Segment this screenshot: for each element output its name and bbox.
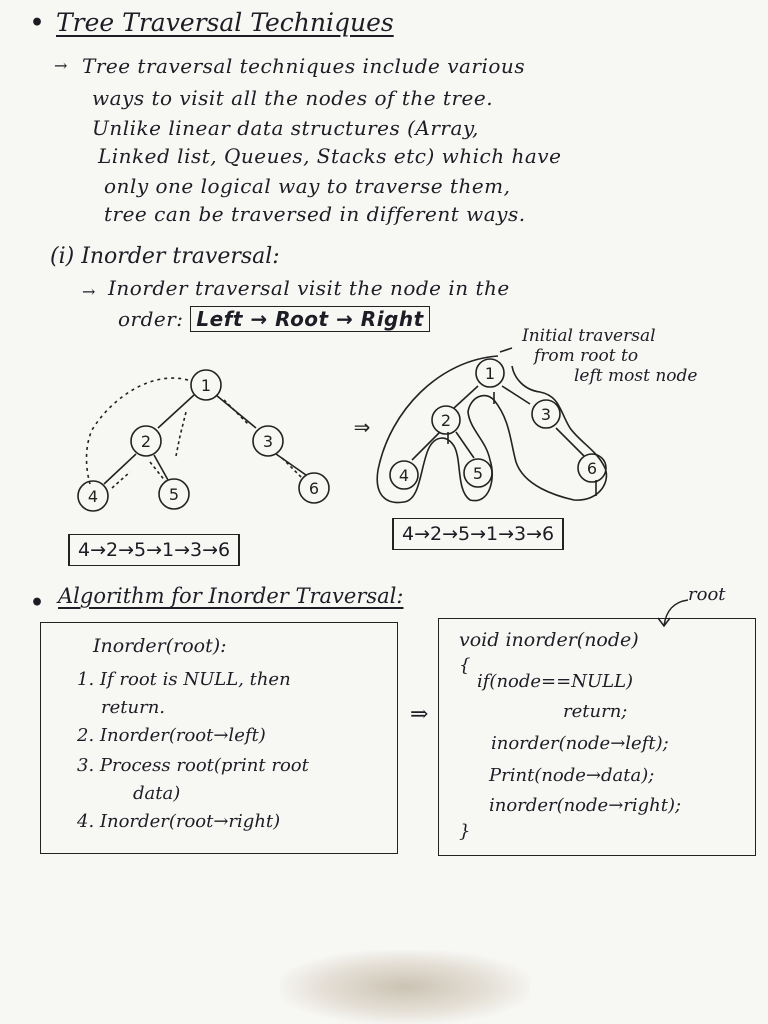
edge-2-5-right [456, 432, 474, 458]
step-3-cont: data) [133, 783, 181, 804]
intro-line-5: only one logical way to traverse them, [104, 174, 511, 198]
edge-2-5 [154, 455, 168, 480]
edge-1-3 [216, 395, 256, 428]
node-4-right-label: 4 [398, 466, 410, 485]
algorithm-heading: Algorithm for Inorder Traversal: [58, 584, 404, 608]
title-bullet: • [30, 10, 45, 36]
step-1-cont: return. [101, 697, 166, 718]
node-2-right-label: 2 [440, 411, 452, 430]
code-line-6: Print(node→data); [489, 765, 655, 786]
algorithm-implies-arrow: ⇒ [410, 702, 429, 727]
step-2: 2. Inorder(root→left) [77, 725, 266, 746]
tree-implies-arrow: ⇒ [353, 415, 371, 439]
node-6-right-label: 6 [586, 459, 598, 478]
node-5-left-label: 5 [168, 485, 180, 504]
edge-1-3-right [502, 386, 530, 404]
code-box [438, 618, 756, 856]
step-4: 4. Inorder(root→right) [77, 811, 281, 832]
node-3-right-label: 3 [540, 405, 552, 424]
code-line-7: inorder(node→right); [489, 795, 682, 816]
node-6-left-label: 6 [308, 479, 320, 498]
annotation-line-2: from root to [534, 346, 639, 366]
code-line-4: return; [563, 701, 628, 722]
step-3: 3. Process root(print root [77, 755, 309, 776]
code-line-1: void inorder(node) [459, 629, 639, 651]
algorithm-bullet: • [30, 590, 45, 616]
intro-line-1: Tree traversal techniques include various [82, 54, 526, 78]
inorder-line-1: Inorder traversal visit the node in the [108, 276, 510, 300]
node-1-right-label: 1 [484, 364, 496, 383]
step-1: 1. If root is NULL, then [77, 669, 291, 690]
intro-arrow: → [54, 56, 68, 75]
annotation-arrow [500, 348, 512, 352]
node-2-left-label: 2 [140, 432, 152, 451]
edge-1-2-right [454, 386, 478, 408]
inorder-arrow: → [82, 282, 96, 301]
edge-3-6 [276, 454, 306, 475]
annotation-line-3: left most node [574, 366, 698, 386]
code-line-2: { [459, 655, 471, 676]
order-label: order: [118, 307, 184, 331]
edge-3-6-right [556, 428, 584, 456]
paper-shadow [280, 950, 530, 1024]
algorithm-steps-box [40, 622, 398, 854]
page-title: Tree Traversal Techniques [56, 8, 394, 37]
root-annotation: root [688, 584, 726, 605]
node-1-left-label: 1 [200, 376, 212, 395]
node-3-left-label: 3 [262, 432, 274, 451]
traversal-path-left [87, 378, 189, 484]
intro-line-4: Linked list, Queues, Stacks etc) which have [98, 144, 562, 168]
code-line-3: if(node==NULL) [477, 671, 634, 692]
traversal-5-1 [176, 412, 186, 456]
node-5-right-label: 5 [472, 464, 484, 483]
code-line-5: inorder(node→left); [491, 733, 669, 754]
sequence-box-right: 4→2→5→1→3→6 [392, 518, 564, 550]
intro-line-3: Unlike linear data structures (Array, [92, 116, 479, 140]
intro-line-6: tree can be traversed in different ways. [104, 202, 526, 226]
sequence-box-left: 4→2→5→1→3→6 [68, 534, 240, 566]
order-box: Left → Root → Right [190, 306, 429, 332]
annotation-line-1: Initial traversal [522, 326, 656, 346]
edge-1-2 [158, 395, 194, 428]
code-line-8: } [459, 821, 471, 842]
node-4-left-label: 4 [87, 487, 99, 506]
steps-title: Inorder(root): [93, 635, 227, 657]
intro-line-2: ways to visit all the nodes of the tree. [92, 86, 494, 110]
inorder-heading-text: (i) Inorder traversal: [50, 244, 280, 269]
edge-2-4 [104, 454, 136, 484]
